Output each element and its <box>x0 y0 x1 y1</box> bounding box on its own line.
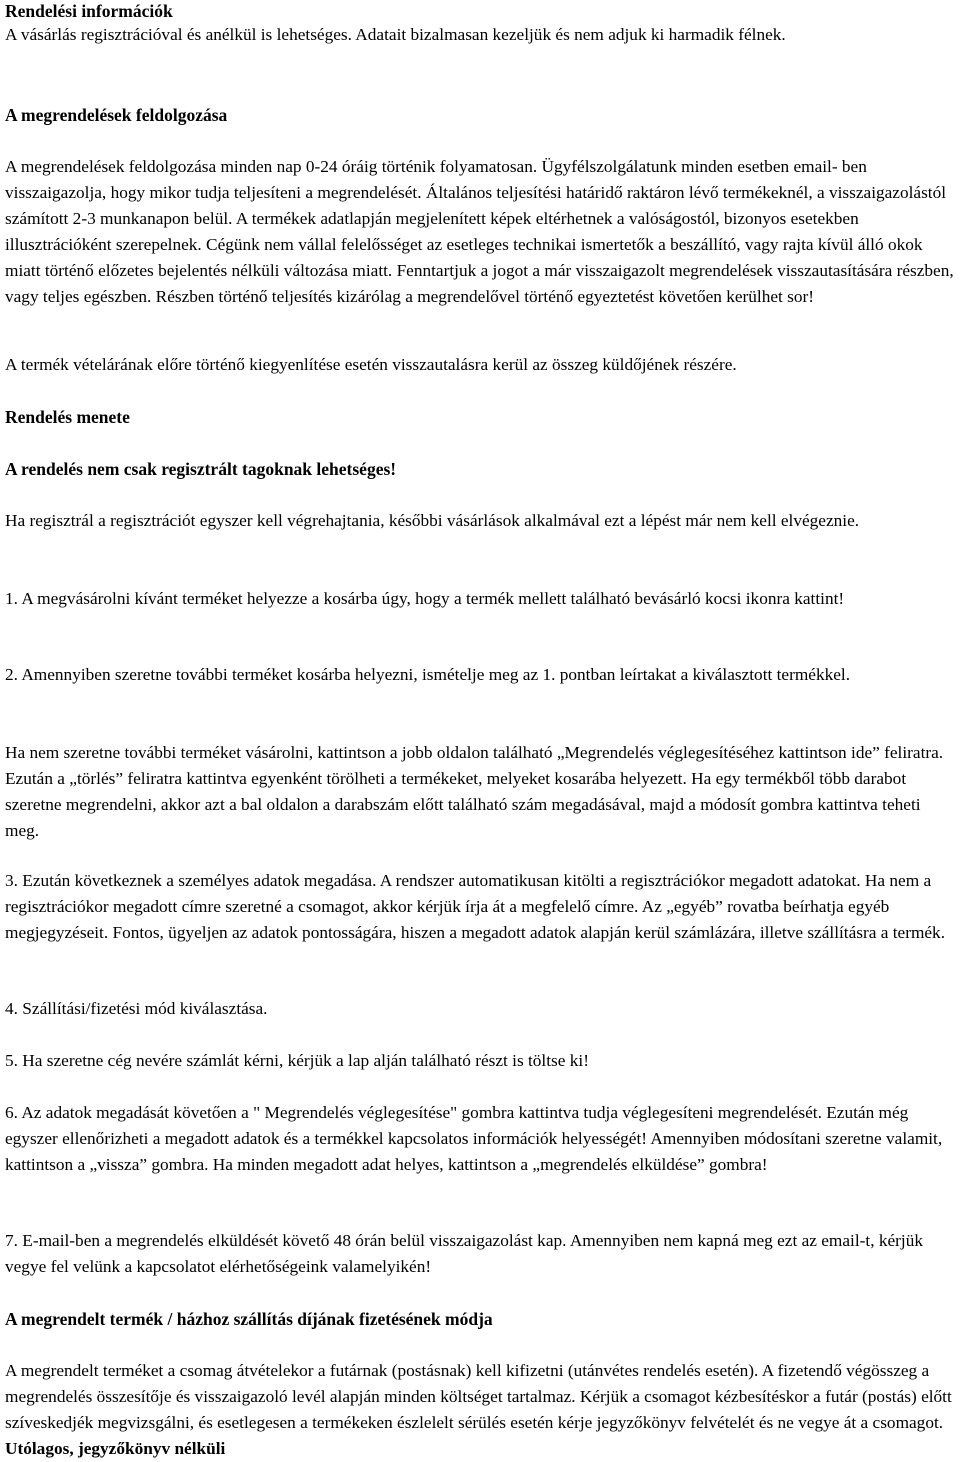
step-2: 2. Amennyiben szeretne további terméket kosárba helyezni, ismételje meg az 1. pontban leírtakat a kiválasztott termékkel. <box>5 665 851 684</box>
section-title-order-process: Rendelés menete <box>5 407 130 427</box>
payment-paragraph <box>5 1358 957 1462</box>
section-title-ordering-info: Rendelési információk <box>5 1 173 21</box>
checkout-paragraph: Ha nem szeretne további terméket vásárolni, kattintson a jobb oldalon található „Megrendelés véglegesítéséhez kattintson ide” feliratra. Ezután a „törlés” feliratra kattintva egyenként törölheti a termékeket, melyeket kosarába helyezett. Ha egy termékből több darabot szeretne megrendelni, akkor azt a bal oldalon a darabszám előtt található szám megadásával, majd a módosít gombra kattintva teheti meg. <box>5 743 944 840</box>
section-title-processing: A megrendelések feldolgozása <box>5 105 228 125</box>
payment-text: A megrendelt terméket a csomag átvételekor a futárnak (postásnak) kell kifizetni (utánvétes rendelés esetén). A fizetendő végösszeg a megrendelés összesítője és visszaigazoló levél alapján minden költséget tartalmaz. Kérjük a csomagot kézbesítéskor a futár (postás) előtt szíveskedjék megvizsgálni, és esetlegesen a termékeken észlelelt sérülés esetén kérje jegyzőkönyv felvételét és ne vegye át a csomagot. <box>5 1361 952 1432</box>
processing-text-1: A megrendelések feldolgozása minden nap 0-24 óráig történik folyamatosan. Ügyfélszolgálatunk minden esetben email- ben visszaigazolja, hogy mikor tudja teljesíteni a megrendelését. <box>5 157 867 202</box>
order-process-subtitle: A rendelés nem csak regisztrált tagoknak lehetséges! <box>5 459 397 479</box>
registration-paragraph: Ha regisztrál a regisztrációt egyszer kell végrehajtania, későbbi vásárlások alkalmával ezt a lépést már nem kell elvégeznie. <box>5 511 860 530</box>
processing-text-3: A termékek adatlapján megjelenített képek eltérhetnek a valóságostól, bizonyos esetekben illusztrációként szerepelnek. Cégünk nem vállal felelősséget az esetleges technikai ismertetők a beszállító, vagy rajta kívül álló okok miatt történő előzetes bejelentés nélküli változása miatt. Fenntartjuk a jogot a már visszaigazolt megrendelések visszautasítására részben, vagy teljes egészben. Részben történő teljesítés kizárólag a megrendelővel történő egyeztetést követően kerülhet sor! <box>5 209 954 306</box>
step-4: 4. Szállítási/fizetési mód kiválasztása. <box>5 999 268 1018</box>
step-1: 1. A megvásárolni kívánt terméket helyezze a kosárba úgy, hogy a termék mellett található bevásárló kocsi ikonra kattint! <box>5 589 845 608</box>
processing-text-2: Általános teljesítési határidő raktáron lévő termékeknél, a visszaigazolástól számított 2-3 munkanapon belül. <box>5 183 947 228</box>
step-7: 7. E-mail-ben a megrendelés elküldését követő 48 órán belül visszaigazolást kap. Amennyiben nem kapná meg ezt az email-t, kérjük vegye fel velünk a kapcsolatot elérhetőségeink valamelyikén! <box>5 1231 923 1276</box>
step-3: 3. Ezután következnek a személyes adatok megadása. A rendszer automatikusan kitölti a regisztrációkor megadott adatokat. Ha nem a regisztrációkor megadott címre szeretné a csomagot, akkor kérjük írja át a megfelelő címre. Az „egyéb” rovatba beírhatja egyéb megjegyzéseit. Fontos, ügyeljen az adatok pontosságára, hiszen a megadott adatok alapján kerül számlázára, illetve szállításra a termék. <box>5 871 946 942</box>
step-6: 6. Az adatok megadását követően a " Megrendelés véglegesítése" gombra kattintva tudja véglegesíteni megrendelését. Ezután még egyszer ellenőrizheti a megadott adatok és a termékkel kapcsolatos információk helyességét! Amennyiben módosítani szeretne valamit, kattintson a „vissza” gombra. Ha minden megadott adat helyes, kattintson a „megrendelés elküldése” gombra! <box>5 1103 943 1174</box>
payment-text-bold: Utólagos, jegyzőkönyv nélküli <box>5 1439 226 1458</box>
intro-paragraph: A vásárlás regisztrációval és anélkül is lehetséges. Adatait bizalmasan kezeljük és nem adjuk ki harmadik félnek. <box>5 25 786 44</box>
step-5: 5. Ha szeretne cég nevére számlát kérni, kérjük a lap alján található részt is töltse ki! <box>5 1051 589 1070</box>
processing-paragraph <box>5 154 957 310</box>
refund-paragraph: A termék vételárának előre történő kiegyenlítése esetén visszautalásra kerül az összeg küldőjének részére. <box>5 355 737 374</box>
section-title-payment: A megrendelt termék / házhoz szállítás díjának fizetésének módja <box>5 1309 493 1329</box>
